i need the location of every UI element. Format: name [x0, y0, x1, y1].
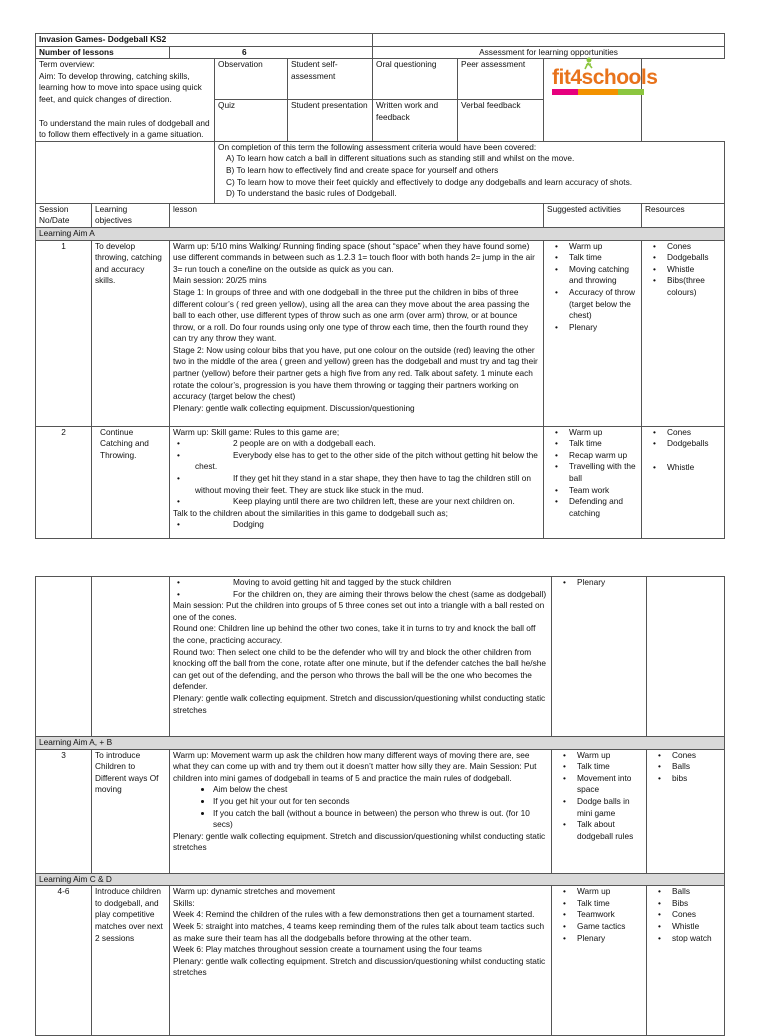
criteria-a: A) To learn how catch a ball in different situations such as standing still and whilst on the move. [226, 153, 575, 164]
session-objective: To introduce Children to Different ways Of moving [92, 749, 170, 873]
lesson-plan-table-page2 [35, 576, 725, 1036]
list-item: • Cones [653, 241, 721, 253]
list-item: • Talk time [555, 252, 638, 264]
list-item: • Game tactics [563, 921, 643, 933]
assess-written: Written work and feedback [373, 100, 458, 141]
assess-quiz: Quiz [215, 100, 288, 141]
assess-oral: Oral questioning [373, 59, 458, 100]
lessons-label: Number of lessons [36, 46, 170, 59]
criteria-b: B) To learn how to effectively find and create space for yourself and others [226, 164, 499, 175]
list-item: • Talk about dodgeball rules [563, 819, 643, 842]
list-item: • Defending and catching [555, 496, 638, 519]
list-item: • Whistle [653, 264, 721, 276]
session-activities [544, 426, 642, 538]
list-item: • Bibs(three colours) [653, 275, 721, 298]
session-num: 2 [36, 426, 92, 538]
list-item: • Plenary [555, 322, 638, 334]
list-item: • Warm up [563, 750, 643, 762]
list-item: • Dodge balls in mini game [563, 796, 643, 819]
list-item: • Recap warm up [555, 450, 638, 462]
session-lesson: Warm up: 5/10 mins Walking/ Running finding space (shout “space” when they have found some) use different commands in between such as 1.2.3 1= touch floor with both hands 2= jump in the air 3= run touch a cone/line on the outside as quick as you can. Main session: 20/25 mins Stage 1: In groups of three and with one dodgeball in the three put the children in bibs of three different colour’s ( red green yellow), using all the area can they move about the area passing the ball to each other, use different types of throw such as one arm (over arm) throw, or at bounce throw, or a roll. Do four rounds using only one type of throw each time, then the fourth round they can try any throw they want. Stage 2: Now using colour bibs that you have, put one colour on the outside (red) leaving the other two in the middle of the area ( green and yellow) green has the dodgeball and must try and tag their partner (yellow) before their partner gets a high five from any red. Talk about safety. 1 minute each rotate the colour’s, progression is you have them throwing or tagging their partners working on accuracy (target below the chest) Plenary: gentle walk collecting equipment. Discussion/questioning [170, 240, 544, 426]
list-item: • Talk time [555, 438, 638, 450]
runner-icon [582, 57, 594, 71]
col-lesson: lesson [170, 203, 544, 227]
term-overview: Term overview: Aim: To develop throwing, catching skills, learning how to move into space using quick feet, and quick changes of direction. To understand the main rules of dodgeball and to follow them effectively in a game situation. [36, 59, 215, 142]
col-session: Session No/Date [36, 203, 92, 227]
list-item: • Whistle [653, 462, 721, 474]
session-resources [647, 886, 725, 1036]
learning-aim-cd: Learning Aim C & D [36, 873, 725, 886]
session-activities [552, 749, 647, 873]
list-item: • bibs [658, 773, 721, 785]
list-item: • Cones [653, 427, 721, 439]
lessons-count: 6 [170, 46, 373, 59]
lesson-plan-table-page1 [35, 33, 725, 539]
session-lesson: Warm up: Movement warm up ask the children how many different ways of moving there are, see what they can come up with and try them out it doesn’t matter how silly they are. Main Session: Put children into mini games of dodgeball in teams of 5 and practice the main rules of dodgeball. • Aim below the chest • If you get hit your out for ten seconds • If you catch the ball (without a bounce in between) the person who threw is out. (for 10 secs) Plenary: gentle walk collecting equipment. Stretch and discussion/questioning whilst conducting static stretches [170, 749, 552, 873]
list-item: • Talk time [563, 761, 643, 773]
assess-peer: Peer assessment [458, 59, 544, 100]
list-item: • Moving catching and throwing [555, 264, 638, 287]
criteria-d: D) To understand the basic rules of Dodgeball. [226, 188, 397, 199]
session-resources [647, 749, 725, 873]
list-item: • Travelling with the ball [555, 461, 638, 484]
assessment-heading: Assessment for learning opportunities [373, 46, 725, 59]
list-item: • Balls [658, 886, 721, 898]
assessment-criteria: On completion of this term the following assessment criteria would have been covered: A) To learn how catch a ball in different situations such as standing still and whilst on the move. B) To learn how to effectively find and create space for yourself and others C) To learn how to move their feet quickly and effectively to dodge any dodgeballs and learn accuracy of shots. D) To understand the basic rules of Dodgeball. [215, 141, 725, 203]
session-objective: Continue Catching and Throwing. [92, 426, 170, 538]
session-resources [642, 240, 725, 426]
list-item: • Movement into space [563, 773, 643, 796]
criteria-c: C) To learn how to move their feet quickly and effectively to dodge any dodgeballs and learn accuracy of shots. [226, 176, 633, 187]
session-num: 4-6 [36, 886, 92, 1036]
learning-aim-a: Learning Aim A [36, 227, 725, 240]
list-item: • If you get hit your out for ten seconds [213, 796, 548, 808]
list-item: • Plenary [563, 577, 643, 589]
list-item: • Accuracy of throw (target below the chest) [555, 287, 638, 322]
session-activities [544, 240, 642, 426]
col-activities: Suggested activities [544, 203, 642, 227]
list-item: • Balls [658, 761, 721, 773]
session-lesson: Warm up: dynamic stretches and movement Skills: Week 4: Remind the children of the rules with a few demonstrations then get a tournament started. Week 5: straight into matches, 4 teams keep reminding them of the rules talk about team tactics such as make sure their team has all the dodgeballs before throwing at the other team. Week 6: Play matches throughout session create a tournament using the four teams Plenary: gentle walk collecting equipment. Stretch and discussion/questioning whilst conducting static stretches [170, 886, 552, 1036]
list-item: • If you catch the ball (without a bounce in between) the person who threw is out. (for 10 secs) [213, 808, 548, 831]
assess-presentation: Student presentation [288, 100, 373, 141]
list-item: • Aim below the chest [213, 784, 548, 796]
assess-observation: Observation [215, 59, 288, 100]
list-item: • Warm up [563, 886, 643, 898]
session-num: 1 [36, 240, 92, 426]
learning-aim-ab: Learning Aim A, + B [36, 737, 725, 750]
session-resources [642, 426, 725, 538]
list-item: • Teamwork [563, 909, 643, 921]
col-resources: Resources [642, 203, 725, 227]
session-objective: To develop throwing, catching and accuracy skills. [92, 240, 170, 426]
list-item: • Cones [658, 750, 721, 762]
fit4schools-logo: fit4schools [552, 67, 644, 95]
document-title: Invasion Games- Dodgeball KS2 [36, 34, 373, 47]
list-item: • Talk time [563, 898, 643, 910]
assess-verbal: Verbal feedback [458, 100, 544, 141]
logo-cell [544, 59, 658, 142]
list-item: • Dodgeballs [653, 252, 721, 264]
session-objective: Introduce children to dodgeball, and play competitive matches over next 2 sessions [92, 886, 170, 1036]
list-item: • Bibs [658, 898, 721, 910]
list-item: • stop watch [658, 933, 721, 945]
session-lesson: • Moving to avoid getting hit and tagged by the stuck children • For the children on, they are aiming their throws below the chest (same as dodgeball) Main session: Put the children into groups of 5 three cones set out into a triangle with a ball rested on one of the cones. Round one: Children line up behind the other two cones, take it in turns to try and knock the ball off the cone, practicing accuracy. Round two: Then select one child to be the defender who will try and block the other children from knocking off the ball from the cone, rotate after one minute, but if the defender catches the ball he/she can get out of the defending, and the person who throws the ball will be the one who becomes the defender. Plenary: gentle walk collecting equipment. Stretch and discussion/questioning whilst conducting static stretches [170, 577, 552, 737]
col-objectives: Learning objectives [92, 203, 170, 227]
session-activities [552, 886, 647, 1036]
session-activities [552, 577, 647, 737]
list-item: • Warm up [555, 241, 638, 253]
session-num: 3 [36, 749, 92, 873]
list-item: • Warm up [555, 427, 638, 439]
assess-self: Student self-assessment [288, 59, 373, 100]
list-item: • Whistle [658, 921, 721, 933]
list-item: • Cones [658, 909, 721, 921]
list-item: • Dodgeballs [653, 438, 721, 450]
session-lesson: Warm up: Skill game: Rules to this game are; • 2 people are on with a dodgeball each. • Everybody else has to get to the other side of the pitch without getting hit below the chest. • If they get hit they stand in a star shape, they then have to tag the children still on without moving their feet. They are stuck like stuck in the mud. • Keep playing until there are two children left, these are your next children on. Talk to the children about the similarities in this game to dodgeball such as; • Dodging [170, 426, 544, 538]
list-item: • Plenary [563, 933, 643, 945]
list-item: • Team work [555, 485, 638, 497]
